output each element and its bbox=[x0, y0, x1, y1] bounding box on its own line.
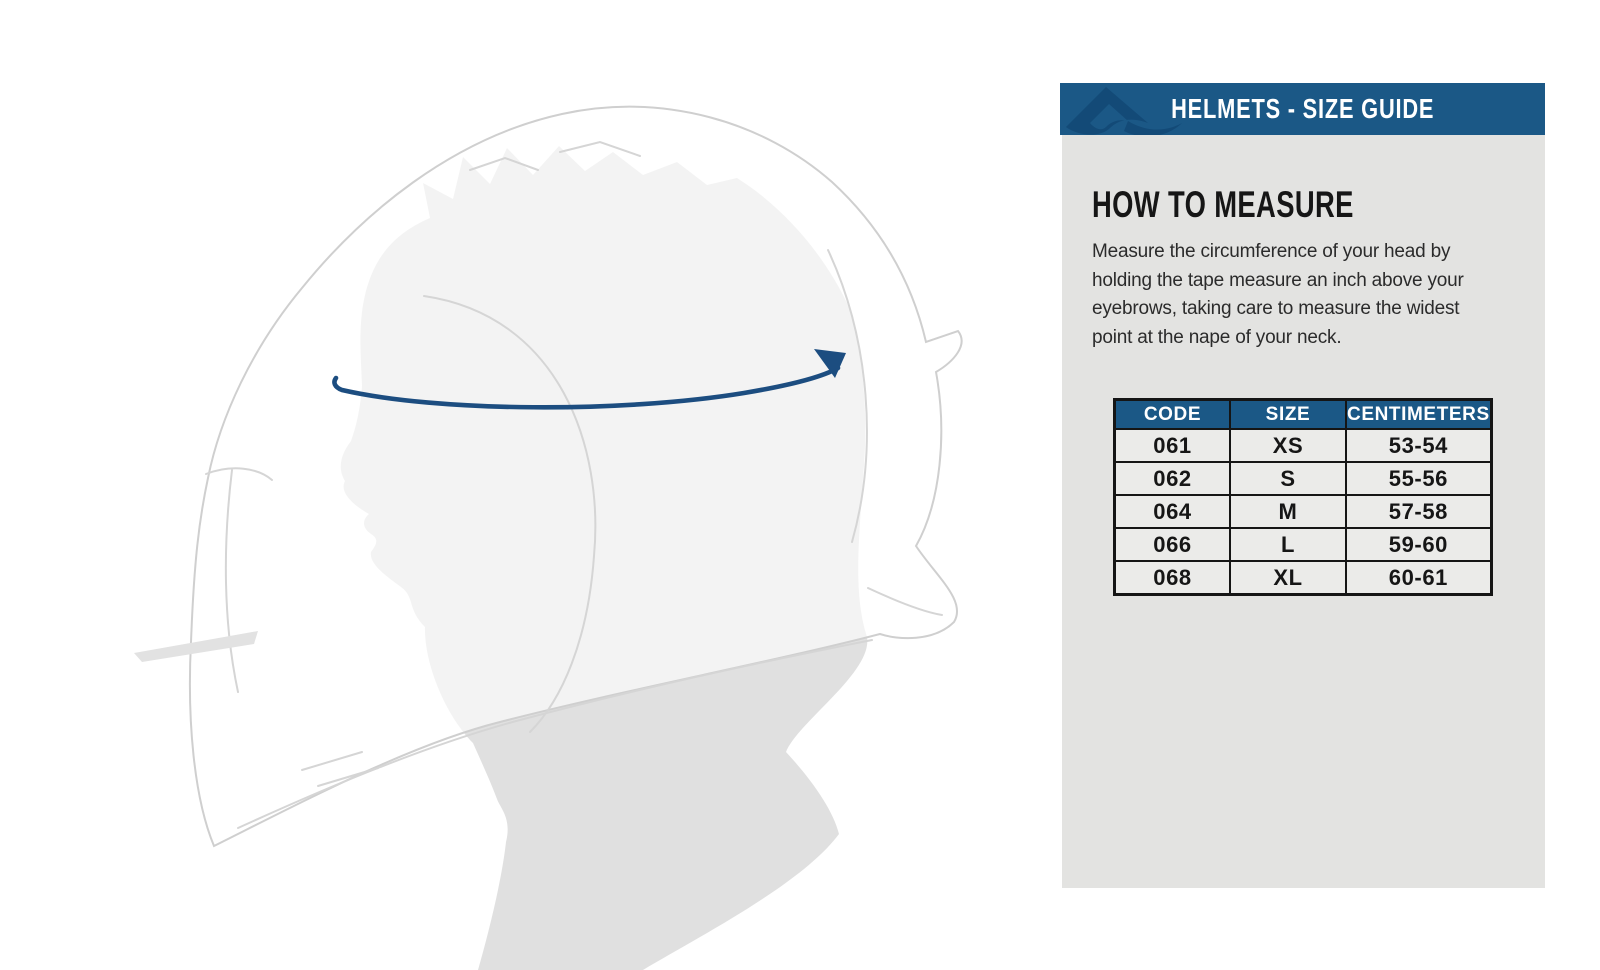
size-table-head bbox=[1115, 400, 1492, 430]
size-table-column-header: CODE bbox=[1115, 400, 1231, 430]
size-table-column-header: SIZE bbox=[1230, 400, 1346, 430]
size-table-cell: 062 bbox=[1115, 462, 1231, 495]
size-table-cell: M bbox=[1230, 495, 1346, 528]
size-table-cell: 061 bbox=[1115, 429, 1231, 462]
size-table-cell: 57-58 bbox=[1346, 495, 1491, 528]
size-table-row bbox=[1115, 495, 1492, 528]
size-table-row bbox=[1115, 528, 1492, 561]
size-table bbox=[1113, 398, 1493, 596]
panel-title: HELMETS - SIZE GUIDE bbox=[1170, 93, 1435, 124]
size-table-cell: 066 bbox=[1115, 528, 1231, 561]
size-table-cell: S bbox=[1230, 462, 1346, 495]
size-table-cell: 59-60 bbox=[1346, 528, 1491, 561]
how-to-measure-text: Measure the circumference of your head by holding the tape measure an inch above your eyebrows, taking care to measure the widest point at the nape of your neck. bbox=[1092, 241, 1464, 348]
size-table-cell: L bbox=[1230, 528, 1346, 561]
size-table-cell: 068 bbox=[1115, 561, 1231, 595]
size-table-cell: 60-61 bbox=[1346, 561, 1491, 595]
size-table-cell: 064 bbox=[1115, 495, 1231, 528]
size-table-header-row bbox=[1115, 400, 1492, 430]
size-table-cell: XL bbox=[1230, 561, 1346, 595]
size-table-row bbox=[1115, 429, 1492, 462]
size-table-cell: XS bbox=[1230, 429, 1346, 462]
size-guide-panel bbox=[1060, 83, 1545, 888]
size-table-row bbox=[1115, 462, 1492, 495]
size-table-body bbox=[1115, 429, 1492, 595]
size-table-column-header: CENTIMETERS bbox=[1346, 400, 1491, 430]
size-table-cell: 55-56 bbox=[1346, 462, 1491, 495]
size-table-row bbox=[1115, 561, 1492, 595]
how-to-measure-heading: HOW TO MEASURE bbox=[1092, 184, 1354, 225]
panel-body bbox=[1062, 135, 1545, 888]
size-table-cell: 53-54 bbox=[1346, 429, 1491, 462]
panel-header bbox=[1060, 83, 1545, 135]
